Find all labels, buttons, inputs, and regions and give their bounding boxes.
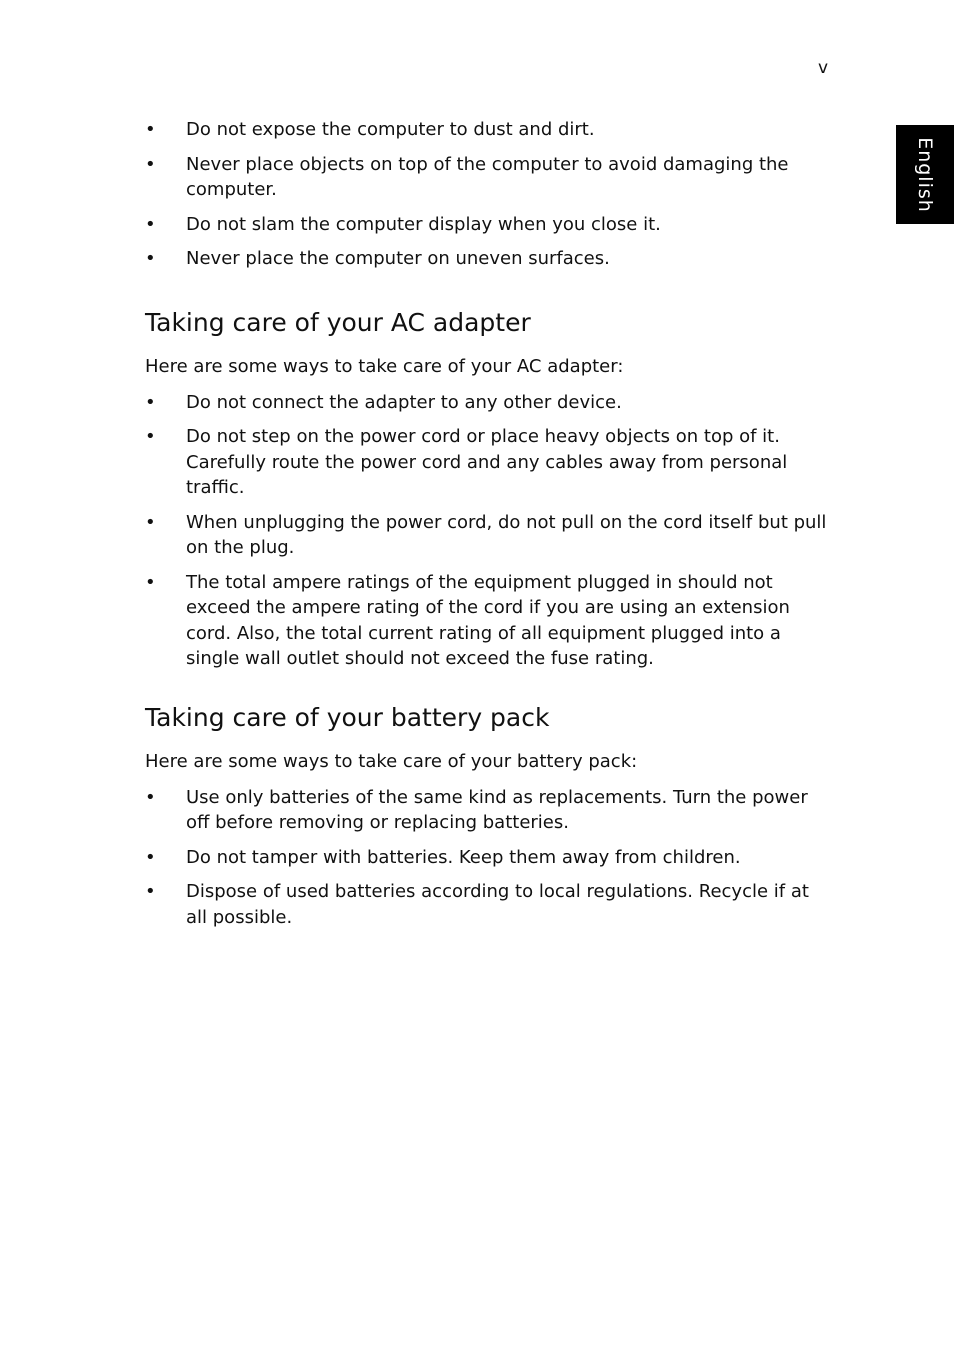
battery-pack-list	[145, 785, 835, 931]
bullet-icon: •	[145, 846, 156, 868]
list-item	[145, 212, 835, 238]
bullet-icon: •	[145, 511, 156, 533]
battery-pack-intro: Here are some ways to take care of your battery pack:	[145, 750, 638, 772]
list-item	[145, 510, 835, 561]
list-item-text: Do not connect the adapter to any other device.	[186, 391, 622, 413]
list-item-text: Do not tamper with batteries. Keep them away from children.	[186, 846, 741, 868]
list-item	[145, 879, 835, 930]
bullet-icon: •	[145, 881, 156, 902]
bullet-icon: •	[145, 248, 156, 269]
ac-adapter-list	[145, 390, 835, 672]
list-item	[145, 785, 835, 836]
list-item	[145, 570, 835, 672]
battery-pack-section	[145, 703, 835, 931]
language-tab	[896, 125, 954, 224]
list-item	[145, 117, 835, 143]
computer-care-list	[145, 117, 835, 272]
list-item	[145, 424, 835, 501]
list-item-text: Dispose of used batteries according to local regulations. Recycle if at all possible.	[186, 881, 809, 928]
page-number: v	[818, 58, 829, 78]
bullet-icon: •	[145, 786, 156, 808]
ac-adapter-section	[145, 308, 835, 672]
list-item-text: Never place objects on top of the computer to avoid damaging the computer.	[186, 153, 789, 200]
bullet-icon: •	[145, 391, 156, 413]
bullet-icon: •	[145, 119, 156, 140]
page-content	[145, 117, 835, 939]
list-item-text: Use only batteries of the same kind as replacements. Turn the power off before removing or replacing batteries.	[186, 786, 808, 833]
list-item-text: Never place the computer on uneven surfaces.	[186, 248, 610, 269]
bullet-icon: •	[145, 153, 156, 175]
language-tab-label: English	[914, 136, 936, 213]
list-item-text: Do not slam the computer display when you close it.	[186, 213, 661, 235]
ac-adapter-intro: Here are some ways to take care of your AC adapter:	[145, 355, 624, 377]
bullet-icon: •	[145, 571, 156, 593]
battery-pack-heading: Taking care of your battery pack	[145, 702, 550, 732]
list-item	[145, 390, 835, 416]
ac-adapter-heading: Taking care of your AC adapter	[145, 307, 531, 337]
list-item-text: The total ampere ratings of the equipment plugged in should not exceed the ampere rating of the cord if you are using an extension cord. Also, the total current rating of all equipment plugged into a single wall outlet should not exceed the fuse rating.	[186, 571, 790, 669]
list-item-text: When unplugging the power cord, do not pull on the cord itself but pull on the plug.	[186, 511, 827, 558]
list-item-text: Do not step on the power cord or place heavy objects on top of it. Carefully route the power cord and any cables away from personal traffic.	[186, 426, 788, 498]
list-item	[145, 152, 835, 203]
list-item	[145, 246, 835, 272]
bullet-icon: •	[145, 213, 156, 235]
list-item-text: Do not expose the computer to dust and dirt.	[186, 119, 595, 140]
bullet-icon: •	[145, 426, 156, 447]
list-item	[145, 845, 835, 871]
